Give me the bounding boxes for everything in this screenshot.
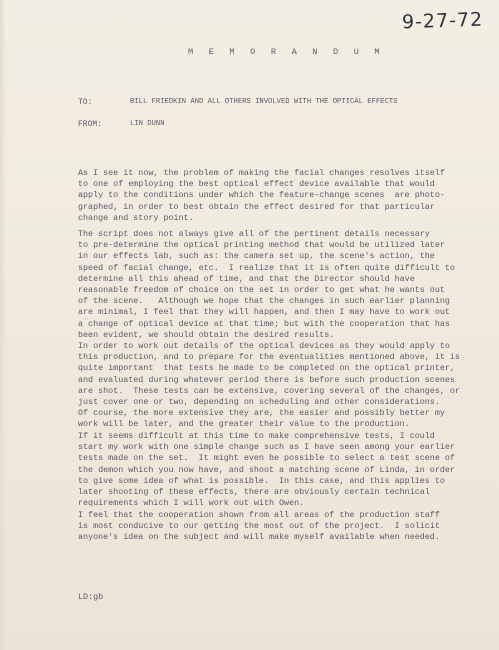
paragraph-line: work will be later, and the greater their value to the production. [78, 419, 410, 430]
handwritten-date: 9-27-72 [401, 8, 484, 34]
paragraph-line: of the scene. Although we hope that the changes in such earlier planning [78, 296, 450, 307]
typist-initials: LD:gb [78, 592, 104, 602]
paragraph-line: tests made on the set. It might even be possible to select a test scene of [78, 453, 455, 464]
paragraph-line: change and story point. [78, 212, 194, 223]
paragraph-line: are shot. These tests can be extensive, covering several of the changes, or [78, 385, 460, 396]
paragraph-line: In order to work out details of the optical devices as they would apply to [78, 341, 450, 351]
paragraph-line: this production, and to prepare for the eventualities mentioned above, it is [78, 352, 460, 363]
from-label: FROM: [78, 120, 103, 129]
memo-title: M E M O R A N D U M [188, 47, 385, 57]
paragraph-1 [78, 168, 478, 224]
paragraph-line: are minimal, I feel that they will happen, and then I may have to work out [78, 307, 450, 318]
paper-edge-shading [0, 0, 6, 650]
paragraph-line: As I see it now, the problem of making the facial changes resolves itself [78, 168, 445, 178]
paragraph-line: The script does not always give all of the pertinent details necessary [78, 229, 430, 239]
paragraph-2 [78, 229, 478, 341]
from-value: LIN DUNN [130, 120, 165, 128]
paragraph-line: to one of employing the best optical effect device available that would [78, 179, 435, 190]
paragraph-line: If it seems difficult at this time to make comprehensive tests, I could [78, 431, 435, 441]
paragraph-5 [78, 510, 478, 544]
paragraph-line: I feel that the cooperation shown from all areas of the production staff [78, 510, 440, 520]
paragraph-line: to pre-determine the optical printing method that would be utilized later [78, 240, 445, 251]
to-value: BILL FRIEDKIN AND ALL OTHERS INVOLVED WITH THE OPTICAL EFFECTS [130, 98, 398, 106]
paragraph-line: reasonable freedom of choice on the set in order to get what he wants out [78, 284, 445, 295]
paragraph-line: anyone's idea on the subject and will make myself available when needed. [78, 532, 440, 543]
paragraph-line: and evaluated during whatever period there is before such production scenes [78, 374, 455, 385]
paragraph-line: the demon which you now have, and shoot a matching scene of Linda, in order [78, 464, 455, 475]
paragraph-line: Of course, the more extensive they are, the easier and possibly better my [78, 408, 445, 419]
paragraph-4 [78, 431, 478, 509]
paragraph-line: just cover one or two, depending on scheduling and other considerations. [78, 396, 440, 407]
paragraph-line: a change of optical device at that time; but with the cooperation that has [78, 318, 450, 329]
paragraph-line: to give some idea of what is possible. In this case, and this applies to [78, 475, 445, 486]
paragraph-line: quite important that tests be made to be completed on the optical printer, [78, 363, 455, 374]
paragraph-line: graphed, in order to best obtain the effect desired for that particular [78, 201, 435, 212]
paragraph-3 [78, 341, 478, 431]
paragraph-line: start my work with one simple change such as I have seen among your earlier [78, 442, 455, 453]
paragraph-line: is most conducive to our getting the most out of the project. I solicit [78, 521, 440, 532]
paragraph-line: in our effects lab, such as: the camera set up, the scene's action, the [78, 251, 435, 262]
paragraph-line: later shooting of these effects, there are obviously certain technical [78, 486, 430, 497]
to-label: TO: [78, 98, 93, 107]
paragraph-line: speed of facial change, etc. I realize that it is often quite difficult to [78, 262, 455, 273]
paragraph-line: been evident, we should obtain the desired results. [78, 329, 335, 340]
paragraph-line: apply to the conditions under which the feature-change scenes are photo- [78, 190, 445, 201]
paragraph-line: requirements which I will work out with Owen. [78, 498, 305, 509]
paragraph-line: determine all this ahead of time, and that the Director should have [78, 273, 415, 284]
